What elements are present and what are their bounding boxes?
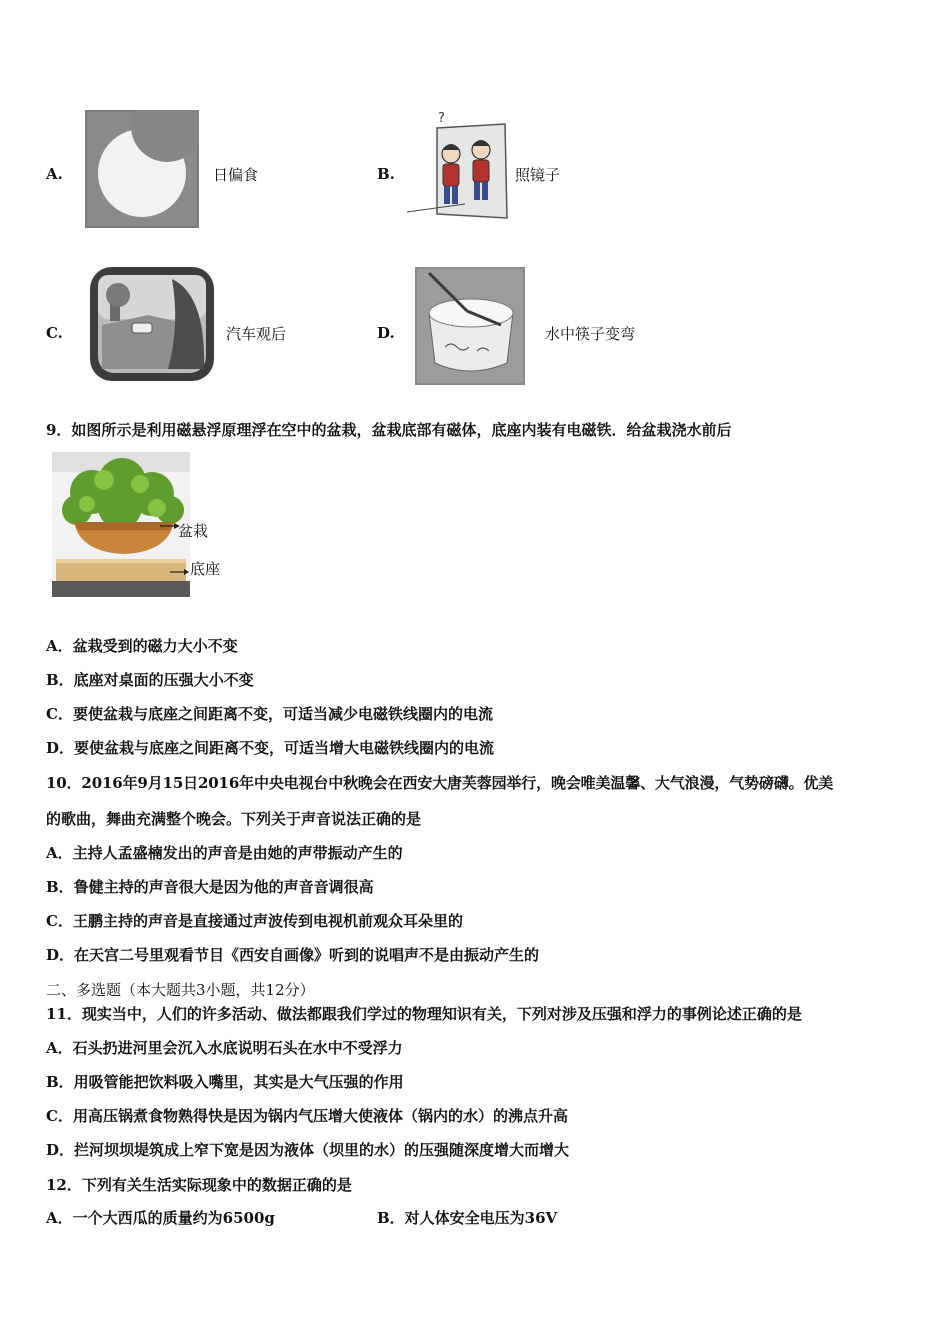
figure-label-pot: 盆栽 <box>178 522 209 540</box>
q12-option-b: B．对人体安全电压为36V <box>377 1209 558 1227</box>
q11-option-b: B．用吸管能把饮料吸入嘴里，其实是大气压强的作用 <box>46 1073 404 1091</box>
q8-option-c-caption: 汽车观后 <box>226 325 287 343</box>
q11-option-c: C．用高压锅煮食物熟得快是因为锅内气压增大使液体（锅内的水）的沸点升高 <box>46 1107 568 1125</box>
q9-stem: 9．如图所示是利用磁悬浮原理浮在空中的盆栽，盆栽底部有磁体，底座内装有电磁铁．给盆栽浇水前后 <box>46 421 732 439</box>
q12-stem: 12．下列有关生活实际现象中的数据正确的是 <box>46 1176 352 1194</box>
svg-text:?: ? <box>438 111 445 126</box>
q11-option-a: A．石头扔进河里会沉入水底说明石头在水中不受浮力 <box>46 1039 403 1057</box>
q9-option-b: B．底座对桌面的压强大小不变 <box>46 671 254 689</box>
partial-solar-eclipse-icon <box>85 110 199 228</box>
chopstick-in-bowl-icon <box>415 267 525 385</box>
car-rearview-mirror-icon <box>88 265 216 383</box>
q8-option-b-caption: 照镜子 <box>515 166 561 184</box>
q8-option-d-caption: 水中筷子变弯 <box>545 325 636 343</box>
section-heading: 二、多选题（本大题共3小题，共12分） <box>46 981 315 999</box>
q9-option-c: C．要使盆栽与底座之间距离不变，可适当减少电磁铁线圈内的电流 <box>46 705 493 723</box>
q8-option-d-letter: D. <box>377 324 395 342</box>
q10-stem-line2: 的歌曲，舞曲充满整个晚会。下列关于声音说法正确的是 <box>46 810 422 828</box>
maglev-bonsai-figure <box>52 452 190 597</box>
q11-stem: 11．现实当中，人们的许多活动、做法都跟我们学过的物理知识有关，下列对涉及压强和浮力的事例论述正确的是 <box>46 1005 802 1023</box>
figure-label-base: 底座 <box>190 560 221 578</box>
q8-option-a-caption: 日偏食 <box>213 166 259 184</box>
q10-option-b: B．鲁健主持的声音很大是因为他的声音音调很高 <box>46 878 374 896</box>
q10-stem-line1: 10．2016年9月15日2016年中央电视台中秋晚会在西安大唐芙蓉园举行，晚会唯美温馨、大气浪漫，气势磅礴。优美 <box>46 774 834 792</box>
q8-option-c-letter: C. <box>46 324 63 342</box>
q10-option-c: C．王鹏主持的声音是直接通过声波传到电视机前观众耳朵里的 <box>46 912 463 930</box>
q10-option-d: D．在天宫二号里观看节目《西安自画像》听到的说唱声不是由振动产生的 <box>46 946 540 964</box>
q11-option-d: D．拦河坝坝堤筑成上窄下宽是因为液体（坝里的水）的压强随深度增大而增大 <box>46 1141 570 1159</box>
q12-option-a: A．一个大西瓜的质量约为6500g <box>46 1209 275 1227</box>
boy-at-mirror-icon <box>405 108 510 220</box>
q8-option-a-letter: A. <box>46 165 63 183</box>
q10-option-a: A．主持人孟盛楠发出的声音是由她的声带振动产生的 <box>46 844 403 862</box>
q9-option-a: A．盆栽受到的磁力大小不变 <box>46 637 238 655</box>
q9-option-d: D．要使盆栽与底座之间距离不变，可适当增大电磁铁线圈内的电流 <box>46 739 495 757</box>
q8-option-b-letter: B. <box>377 165 395 183</box>
